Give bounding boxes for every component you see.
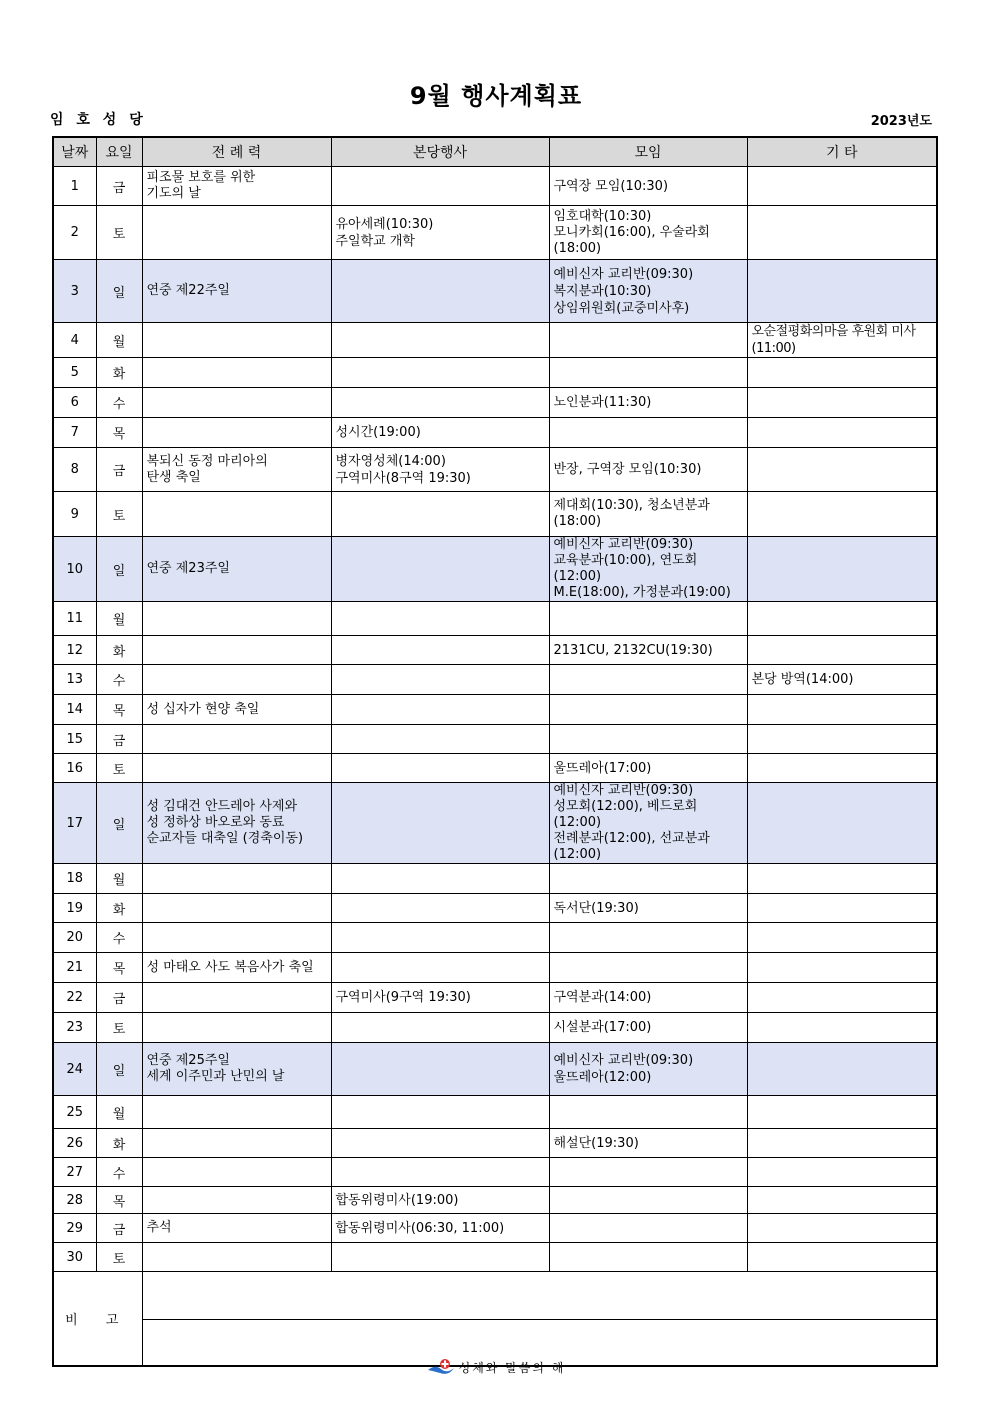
date-cell: 28 [53,1187,96,1214]
other-cell [747,894,937,923]
meetings-cell: 임호대학(10:30) 모니카회(16:00), 우술라회(18:00) [549,206,747,260]
date-cell: 5 [53,358,96,388]
weekday-cell: 금 [96,983,142,1013]
page-title: 9월 행사계획표 [409,82,583,110]
date-cell: 17 [53,783,96,864]
date-cell: 3 [53,260,96,323]
date-cell: 12 [53,636,96,665]
remarks-row [53,1272,937,1320]
events-cell [331,492,549,537]
meetings-cell: 2131CU, 2132CU(19:30) [549,636,747,665]
date-cell: 9 [53,492,96,537]
other-cell [747,864,937,894]
event-plan-table [52,136,938,1367]
meetings-cell: 예비신자 교리반(09:30) 교육분과(10:00), 연도회(12:00) M.E(18:00), 가정분과(19:00) [549,537,747,602]
header-other: 기 타 [747,137,937,167]
liturgy-cell [142,754,331,783]
weekday-cell: 금 [96,1214,142,1243]
meetings-cell [549,665,747,695]
liturgy-cell: 성 십자가 현양 축일 [142,695,331,725]
other-cell [747,537,937,602]
date-cell: 21 [53,953,96,983]
date-cell: 24 [53,1043,96,1096]
other-cell [747,1129,937,1158]
liturgy-cell [142,983,331,1013]
events-cell [331,1158,549,1187]
other-cell [747,1158,937,1187]
other-cell [747,1096,937,1129]
events-cell [331,754,549,783]
meetings-cell [549,1243,747,1272]
date-cell: 18 [53,864,96,894]
meetings-cell [549,1214,747,1243]
events-cell: 유아세례(10:30) 주일학교 개학 [331,206,549,260]
other-cell [747,358,937,388]
liturgy-cell: 성 김대건 안드레아 사제와 성 정하상 바오로와 동료 순교자들 대축일 (경축이동) [142,783,331,864]
footer [0,1358,992,1379]
other-cell [747,695,937,725]
meetings-cell [549,695,747,725]
table-row [53,636,937,665]
eucharist-logo-icon [427,1358,455,1379]
liturgy-cell: 복되신 동정 마리아의 탄생 축일 [142,448,331,492]
table-row [53,1043,937,1096]
table-row [53,725,937,754]
table-row [53,665,937,695]
liturgy-cell: 연중 제25주일 세계 이주민과 난민의 날 [142,1043,331,1096]
table-row [53,695,937,725]
liturgy-cell: 성 마태오 사도 복음사가 축일 [142,953,331,983]
date-cell: 19 [53,894,96,923]
date-cell: 2 [53,206,96,260]
table-row [53,783,937,864]
other-cell [747,754,937,783]
liturgy-cell [142,492,331,537]
meetings-cell [549,725,747,754]
meetings-cell [549,1096,747,1129]
meetings-cell: 해설단(19:30) [549,1129,747,1158]
other-cell: 본당 방역(14:00) [747,665,937,695]
date-cell: 8 [53,448,96,492]
meetings-cell: 울뜨레아(17:00) [549,754,747,783]
events-cell [331,1043,549,1096]
liturgy-cell [142,923,331,953]
weekday-cell: 월 [96,864,142,894]
liturgy-cell [142,1013,331,1043]
table-row [53,1243,937,1272]
weekday-cell: 수 [96,923,142,953]
weekday-cell: 금 [96,448,142,492]
meetings-cell: 독서단(19:30) [549,894,747,923]
liturgy-cell [142,725,331,754]
parish-name: 임 호 성 당 [50,112,147,128]
other-cell [747,636,937,665]
meetings-cell [549,923,747,953]
liturgy-cell: 연중 제22주일 [142,260,331,323]
weekday-cell: 목 [96,1187,142,1214]
table-row [53,1129,937,1158]
weekday-cell: 수 [96,388,142,418]
table-row [53,388,937,418]
table-body [53,167,937,1272]
liturgy-cell: 피조물 보호를 위한 기도의 날 [142,167,331,206]
weekday-cell: 목 [96,418,142,448]
liturgy-cell [142,1243,331,1272]
events-cell: 합동위령미사(06:30, 11:00) [331,1214,549,1243]
weekday-cell: 토 [96,1243,142,1272]
weekday-cell: 수 [96,1158,142,1187]
weekday-cell: 화 [96,894,142,923]
weekday-cell: 월 [96,323,142,358]
date-cell: 7 [53,418,96,448]
events-cell: 구역미사(9구역 19:30) [331,983,549,1013]
liturgy-cell [142,358,331,388]
meetings-cell: 예비신자 교리반(09:30) 성모회(12:00), 베드로회(12:00) 전례분과(12:00), 선교분과(12:00) [549,783,747,864]
events-cell: 합동위령미사(19:00) [331,1187,549,1214]
table-row [53,754,937,783]
header-meetings: 모임 [549,137,747,167]
table-row [53,448,937,492]
liturgy-cell [142,1129,331,1158]
other-cell [747,1243,937,1272]
year-label: 2023년도 [870,114,932,129]
liturgy-cell [142,1096,331,1129]
other-cell [747,418,937,448]
events-cell [331,923,549,953]
liturgy-cell [142,323,331,358]
table-header-row [53,137,937,167]
events-cell [331,725,549,754]
date-cell: 29 [53,1214,96,1243]
weekday-cell: 금 [96,725,142,754]
date-cell: 26 [53,1129,96,1158]
other-cell [747,492,937,537]
liturgy-cell [142,1158,331,1187]
header-weekday: 요일 [96,137,142,167]
meetings-cell [549,1187,747,1214]
weekday-cell: 화 [96,636,142,665]
table-row [53,358,937,388]
table-row [53,1187,937,1214]
date-cell: 20 [53,923,96,953]
meetings-cell [549,864,747,894]
other-cell [747,602,937,636]
weekday-cell: 일 [96,260,142,323]
other-cell [747,206,937,260]
header-liturgy: 전 례 력 [142,137,331,167]
footer-text: 성체와 말씀의 해 [458,1361,566,1375]
meetings-cell [549,358,747,388]
date-cell: 27 [53,1158,96,1187]
table-row [53,260,937,323]
other-cell [747,388,937,418]
weekday-cell: 일 [96,783,142,864]
table-row [53,1214,937,1243]
remarks-cell-1 [142,1272,937,1320]
table-row [53,323,937,358]
liturgy-cell [142,636,331,665]
other-cell [747,167,937,206]
liturgy-cell [142,602,331,636]
date-cell: 16 [53,754,96,783]
header-events: 본당행사 [331,137,549,167]
events-cell [331,864,549,894]
meetings-cell: 반장, 구역장 모임(10:30) [549,448,747,492]
date-cell: 25 [53,1096,96,1129]
events-cell [331,1243,549,1272]
other-cell: 오순절평화의마을 후원회 미사(11:00) [747,323,937,358]
date-cell: 23 [53,1013,96,1043]
events-cell [331,695,549,725]
liturgy-cell [142,388,331,418]
date-cell: 14 [53,695,96,725]
events-cell [331,636,549,665]
date-cell: 6 [53,388,96,418]
meetings-cell [549,953,747,983]
weekday-cell: 월 [96,1096,142,1129]
table-row [53,418,937,448]
date-cell: 22 [53,983,96,1013]
liturgy-cell [142,418,331,448]
weekday-cell: 일 [96,1043,142,1096]
events-cell: 병자영성체(14:00) 구역미사(8구역 19:30) [331,448,549,492]
events-cell [331,358,549,388]
weekday-cell: 월 [96,602,142,636]
events-cell [331,665,549,695]
date-cell: 15 [53,725,96,754]
events-cell [331,323,549,358]
events-cell: 성시간(19:00) [331,418,549,448]
weekday-cell: 수 [96,665,142,695]
liturgy-cell [142,894,331,923]
liturgy-cell [142,206,331,260]
table-row [53,983,937,1013]
other-cell [747,725,937,754]
table-row [53,894,937,923]
events-cell [331,1129,549,1158]
table-row [53,206,937,260]
other-cell [747,783,937,864]
events-cell [331,1096,549,1129]
liturgy-cell [142,1187,331,1214]
liturgy-cell: 추석 [142,1214,331,1243]
meetings-cell [549,418,747,448]
events-cell [331,167,549,206]
events-cell [331,537,549,602]
meetings-cell: 예비신자 교리반(09:30) 복지분과(10:30) 상임위원회(교중미사후) [549,260,747,323]
other-cell [747,983,937,1013]
weekday-cell: 화 [96,1129,142,1158]
weekday-cell: 금 [96,167,142,206]
events-cell [331,602,549,636]
events-cell [331,1013,549,1043]
events-cell [331,388,549,418]
other-cell [747,448,937,492]
date-cell: 30 [53,1243,96,1272]
meetings-cell: 제대회(10:30), 청소년분과(18:00) [549,492,747,537]
date-cell: 13 [53,665,96,695]
weekday-cell: 화 [96,358,142,388]
weekday-cell: 목 [96,695,142,725]
table-row [53,537,937,602]
date-cell: 10 [53,537,96,602]
weekday-cell: 목 [96,953,142,983]
date-cell: 11 [53,602,96,636]
other-cell [747,923,937,953]
table-row [53,1158,937,1187]
other-cell [747,1013,937,1043]
other-cell [747,1043,937,1096]
meetings-cell: 구역장 모임(10:30) [549,167,747,206]
events-cell [331,260,549,323]
table-row [53,923,937,953]
table-row [53,492,937,537]
events-cell [331,783,549,864]
header-date: 날짜 [53,137,96,167]
weekday-cell: 토 [96,206,142,260]
weekday-cell: 토 [96,492,142,537]
liturgy-cell [142,665,331,695]
remarks-label: 비 고 [53,1272,142,1366]
weekday-cell: 토 [96,1013,142,1043]
liturgy-cell [142,864,331,894]
other-cell [747,1214,937,1243]
table-row [53,1096,937,1129]
meetings-cell: 예비신자 교리반(09:30) 울뜨레아(12:00) [549,1043,747,1096]
other-cell [747,953,937,983]
events-cell [331,894,549,923]
table-row [53,1013,937,1043]
liturgy-cell: 연중 제23주일 [142,537,331,602]
table-row [53,602,937,636]
table-row [53,167,937,206]
meetings-cell: 노인분과(11:30) [549,388,747,418]
events-cell [331,953,549,983]
meetings-cell [549,1158,747,1187]
date-cell: 1 [53,167,96,206]
meetings-cell: 구역분과(14:00) [549,983,747,1013]
table-row [53,953,937,983]
meetings-cell [549,602,747,636]
other-cell [747,1187,937,1214]
weekday-cell: 토 [96,754,142,783]
meetings-cell [549,323,747,358]
weekday-cell: 일 [96,537,142,602]
meetings-cell: 시설분과(17:00) [549,1013,747,1043]
other-cell [747,260,937,323]
date-cell: 4 [53,323,96,358]
table-row [53,864,937,894]
